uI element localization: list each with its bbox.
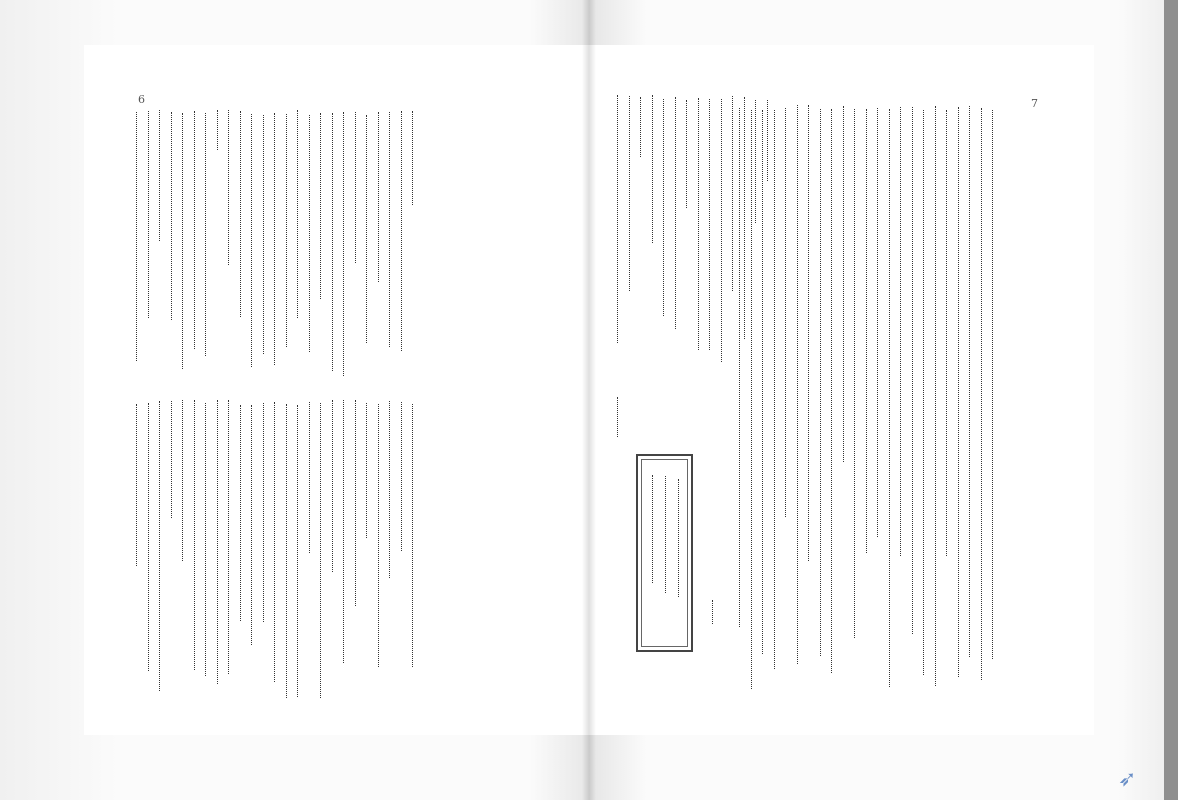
left-text-block [84, 45, 589, 735]
script-line [286, 114, 287, 347]
script-line [732, 96, 733, 291]
script-line [378, 112, 379, 282]
script-line [366, 115, 367, 343]
script-line [366, 403, 367, 538]
book-gutter [582, 0, 596, 800]
script-line [343, 112, 344, 376]
script-line [785, 108, 786, 517]
script-line [171, 112, 172, 320]
script-line [958, 107, 959, 677]
page-number-right: 7 [1031, 97, 1038, 110]
script-line [739, 108, 740, 627]
script-line [136, 112, 137, 361]
script-line [751, 110, 752, 689]
script-line [240, 405, 241, 621]
script-line [309, 402, 310, 553]
script-line [297, 110, 298, 318]
script-line [652, 95, 653, 243]
script-line [900, 107, 901, 556]
script-line [755, 100, 756, 223]
script-line [412, 404, 413, 667]
script-line [969, 106, 970, 657]
script-line [286, 404, 287, 698]
script-line [228, 110, 229, 265]
script-line [182, 113, 183, 369]
script-line [652, 475, 653, 583]
script-line [182, 400, 183, 561]
script-line [820, 109, 821, 656]
script-line [274, 113, 275, 365]
script-line [640, 97, 641, 157]
script-line [808, 105, 809, 561]
script-line [389, 112, 390, 347]
script-line [148, 403, 149, 671]
script-line [762, 110, 763, 654]
script-line [251, 405, 252, 645]
script-line [401, 111, 402, 351]
script-line [992, 110, 993, 659]
script-line [378, 404, 379, 667]
script-line [194, 400, 195, 670]
script-line [205, 403, 206, 676]
script-line [831, 109, 832, 673]
script-line [663, 99, 664, 316]
script-line [240, 111, 241, 317]
script-line [912, 107, 913, 634]
script-line [665, 476, 666, 593]
script-line [412, 111, 413, 205]
script-line [159, 110, 160, 241]
script-line [148, 111, 149, 318]
page-number-left: 6 [138, 93, 145, 106]
script-line [263, 403, 264, 622]
bird-icon: ➶ [1118, 767, 1137, 792]
script-line [355, 112, 356, 263]
script-line [205, 113, 206, 356]
script-line [309, 115, 310, 352]
script-line [320, 403, 321, 698]
script-line [343, 400, 344, 663]
script-line [274, 402, 275, 682]
script-line [617, 95, 618, 343]
script-line [217, 400, 218, 684]
script-line [946, 110, 947, 556]
script-line [854, 109, 855, 638]
script-line [889, 109, 890, 687]
script-line [866, 109, 867, 553]
script-line [797, 105, 798, 664]
author-line [712, 600, 725, 624]
book-edge [1164, 0, 1178, 800]
script-line [228, 400, 229, 674]
script-line [401, 402, 402, 551]
script-line [721, 99, 722, 362]
script-line [629, 96, 630, 291]
script-line [171, 401, 172, 518]
script-line [935, 106, 936, 686]
script-line [617, 397, 618, 437]
script-line [774, 110, 775, 669]
script-line [675, 97, 676, 329]
script-line [767, 100, 768, 181]
script-line [744, 97, 745, 339]
script-line [389, 401, 390, 578]
script-line [678, 479, 679, 597]
script-line [194, 111, 195, 349]
script-line [217, 110, 218, 150]
title-box [636, 454, 693, 652]
script-line [355, 400, 356, 606]
script-line [136, 404, 137, 566]
script-line [320, 113, 321, 299]
script-line [843, 106, 844, 462]
watermark-logo [1118, 765, 1170, 795]
script-line [698, 98, 699, 350]
script-line [709, 99, 710, 350]
script-line [297, 405, 298, 697]
script-line [923, 110, 924, 675]
script-line [332, 113, 333, 371]
script-line [159, 401, 160, 691]
script-line [981, 108, 982, 680]
script-line [251, 114, 252, 367]
script-line [686, 100, 687, 208]
script-line [332, 400, 333, 572]
script-line [877, 108, 878, 537]
script-line [263, 115, 264, 354]
